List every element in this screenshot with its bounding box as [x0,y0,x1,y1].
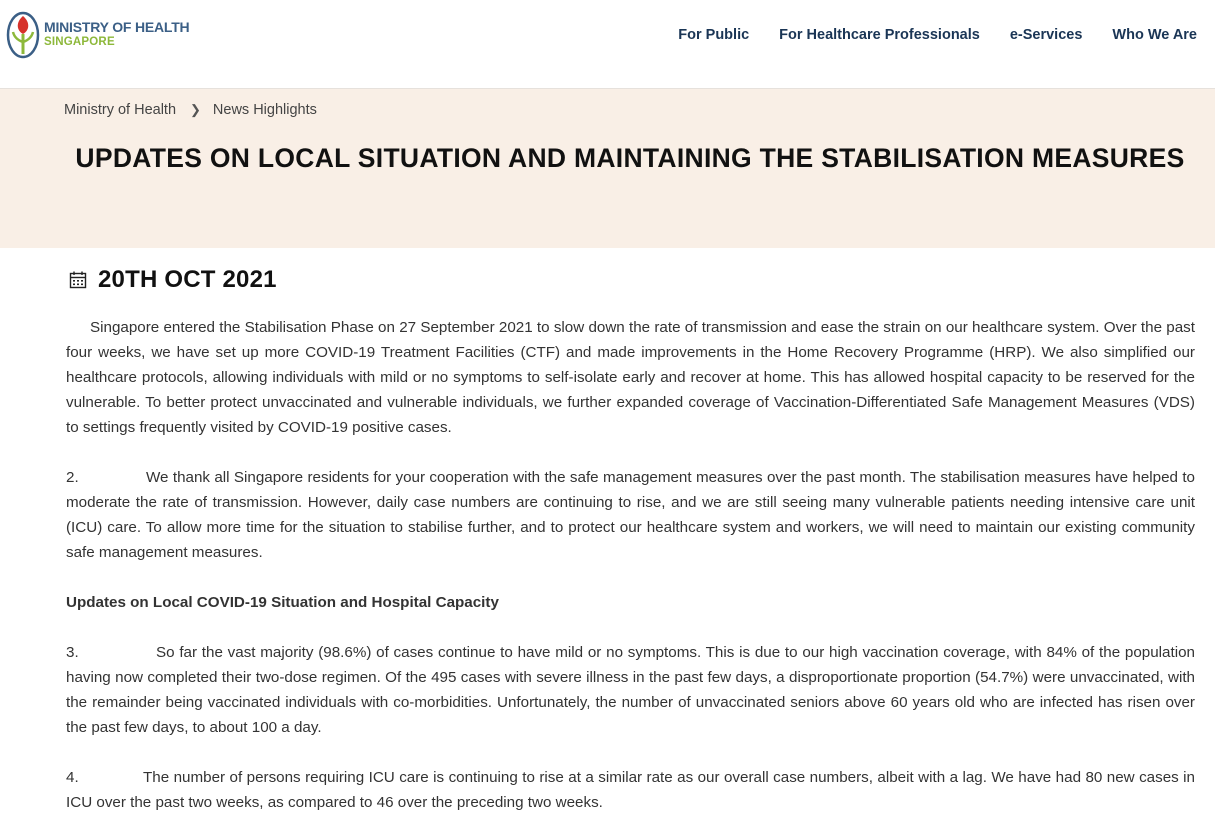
breadcrumb-ministry-of-health[interactable]: Ministry of Health [64,102,177,118]
paragraph-text: The number of persons requiring ICU care is continuing to rise at a similar rate as our overall case numbers, albeit with a lag. We have had 80 new cases in ICU over the past two weeks, as compared to 46 over the preceding two weeks. [66,769,1195,811]
nav-who-we-are[interactable]: Who We Are [1112,27,1197,43]
nav-for-public[interactable]: For Public [678,27,750,43]
date-text: 20TH OCT 2021 [98,266,277,293]
moh-emblem-icon [6,10,40,60]
article-body [66,315,1195,840]
chevron-right-icon: ❯ [190,102,201,117]
moh-logo[interactable] [6,10,189,60]
paragraph-text: We thank all Singapore residents for your cooperation with the safe management measures over the past month. The stabilisation measures have helped to moderate the rate of transmission. However, daily case numbers are continuing to rise, and we are still seeing many vulnerable patients needing intensive care unit (ICU) care. To allow more time for the situation to stabilise further, and to protect our healthcare system and workers, we will need to maintain our existing community safe management measures. [66,469,1195,561]
nav-e-services[interactable]: e-Services [1009,27,1083,43]
logo-title: MINISTRY OF HEALTH [44,19,190,35]
logo-subtitle: SINGAPORE [44,36,115,48]
breadcrumb [64,102,317,118]
paragraph-number: 4. [66,769,79,786]
paragraph-number: 3. [66,644,79,661]
paragraph-3 [66,640,1195,740]
site-header [0,0,1215,89]
paragraph-2 [66,465,1195,565]
paragraph-text: So far the vast majority (98.6%) of cases continue to have mild or no symptoms. This is due to our high vaccination coverage, with 84% of the population having now completed their two-dose regimen. Of the 495 cases with severe illness in the past few days, a disproportionate proportion (54.7%) were unvaccinated, with the remainder being vaccinated individuals with co-morbidities. Unfortunately, the number of unvaccinated seniors above 60 years old who are infected has risen over the past few days, to about 100 a day. [66,644,1195,736]
paragraph-number: 2. [66,469,79,486]
paragraph-4 [66,765,1195,815]
page-title: UPDATES ON LOCAL SITUATION AND MAINTAINING THE STABILISATION MEASURES [75,143,1185,173]
section-subheading: Updates on Local COVID-19 Situation and Hospital Capacity [66,594,499,611]
nav-for-healthcare-professionals[interactable]: For Healthcare Professionals [779,27,980,43]
paragraph-1: Singapore entered the Stabilisation Phase on 27 September 2021 to slow down the rate of transmission and ease the strain on our healthcare system. Over the past four weeks, we have set up more COVID-19 Treatment Facilities (CTF) and made improvements in the Home Recovery Programme (HRP). We also simplified our healthcare protocols, allowing individuals with mild or no symptoms to self-isolate early and recover at home. This has allowed hospital capacity to be reserved for the vulnerable. To better protect unvaccinated and vulnerable individuals, we further expanded coverage of Vaccination-Differentiated Safe Management Measures (VDS) to settings frequently visited by COVID-19 positive cases. [66,319,1195,436]
main-nav [678,27,1197,43]
calendar-icon [68,270,88,290]
publish-date [68,266,277,294]
breadcrumb-news-highlights[interactable]: News Highlights [212,102,317,118]
title-banner [0,89,1215,248]
